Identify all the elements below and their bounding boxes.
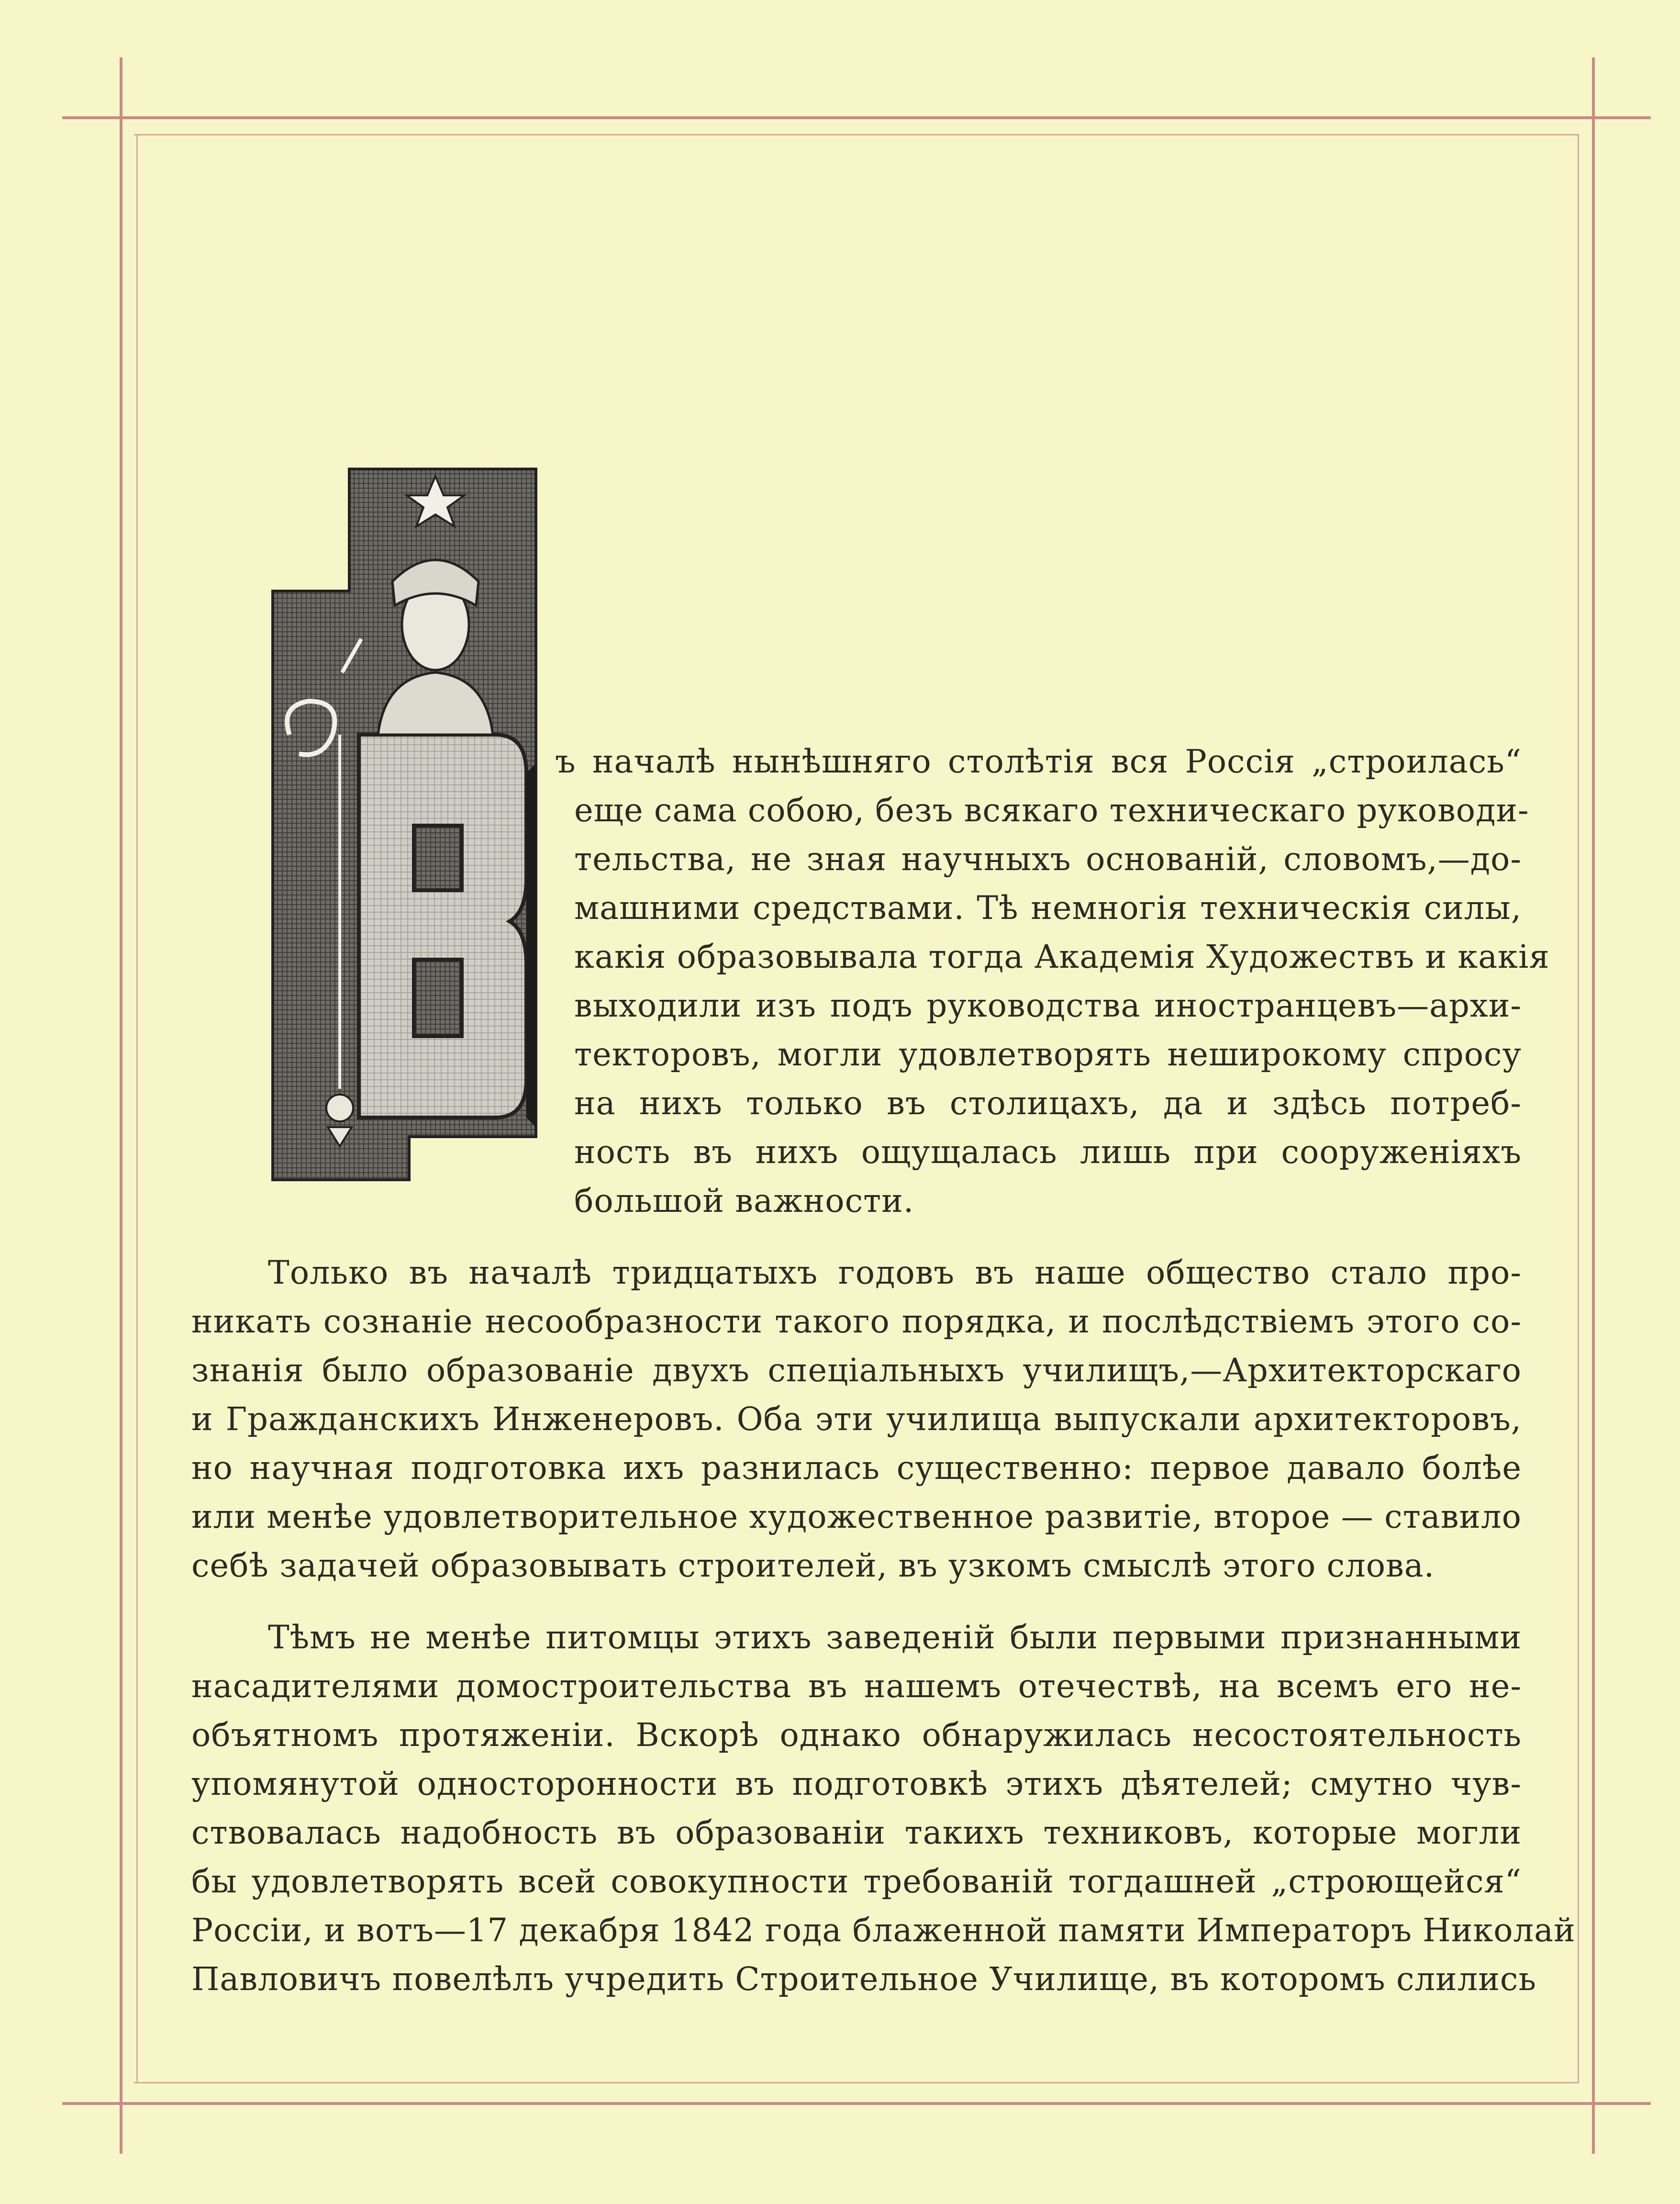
text-line: но научная подготовка ихъ разнилась существенно: первое давало болѣе xyxy=(191,1449,1522,1487)
text-line: машними средствами. Тѣ немногія техническія силы, xyxy=(574,889,1522,927)
text-line: или менѣе удовлетворительное художественное развитіе, второе — ставило xyxy=(191,1498,1522,1535)
text-line: никать сознаніе несообразности такого порядка, и послѣдствіемъ этого со- xyxy=(191,1303,1522,1340)
text-line: ствовалась надобность въ образованіи такихъ техниковъ, которые могли xyxy=(191,1814,1522,1851)
text-line: текторовъ, могли удовлетворять неширокому спросу xyxy=(574,1036,1522,1073)
text-line: какія образовывала тогда Академія Художествъ и какія xyxy=(574,938,1550,975)
text-line: себѣ задачей образовывать строителей, въ узкомъ смыслѣ этого слова. xyxy=(191,1547,1435,1584)
page-text xyxy=(191,737,1576,2003)
text-line: ъ началѣ нынѣшняго столѣтія вся Россія „строилась“ xyxy=(555,743,1522,780)
text-line: упомянутой односторонности въ подготовкѣ этихъ дѣятелей; смутно чув- xyxy=(191,1765,1522,1802)
inner-frame-left xyxy=(136,134,138,2083)
text-line: большой важности. xyxy=(574,1182,914,1219)
frame-right-rule xyxy=(1592,57,1595,2154)
paragraph-3 xyxy=(191,1613,1576,2003)
text-line: на нихъ только въ столицахъ, да и здѣсь потреб- xyxy=(574,1085,1522,1122)
text-line: Россіи, и вотъ—17 декабря 1842 года блаженной памяти Императоръ Николай xyxy=(191,1912,1576,1949)
paragraph-1 xyxy=(555,737,1550,1225)
text-line: Павловичъ повелѣлъ учредить Строительное Училище, въ которомъ слились xyxy=(191,1960,1536,1998)
text-line: Только въ началѣ тридцатыхъ годовъ въ наше общество стало про- xyxy=(268,1254,1522,1291)
text-line: знанія было образованіе двухъ спеціальныхъ училищъ,—Архитекторскаго xyxy=(191,1352,1522,1389)
text-line: бы удовлетворять всей совокупности требованій тогдашней „строющейся“ xyxy=(191,1863,1522,1900)
frame-left-rule xyxy=(120,57,122,2154)
text-line: Тѣмъ не менѣе питомцы этихъ заведеній были первыми признанными xyxy=(268,1619,1522,1656)
inner-frame-bottom xyxy=(134,2082,1579,2083)
inner-frame-right xyxy=(1578,134,1579,2083)
text-line: выходили изъ подъ руководства иностранцевъ—архи- xyxy=(574,987,1522,1024)
text-line: насадителями домостроительства въ нашемъ отечествѣ, на всемъ его не- xyxy=(191,1667,1522,1705)
text-line: объятномъ протяженіи. Вскорѣ однако обнаружилась несостоятельность xyxy=(191,1716,1522,1754)
text-line: и Гражданскихъ Инженеровъ. Оба эти училища выпускали архитекторовъ, xyxy=(191,1400,1522,1438)
inner-frame-top xyxy=(134,134,1579,135)
text-line: еще сама собою, безъ всякаго техническаго руководи- xyxy=(574,792,1529,829)
text-line: тельства, не зная научныхъ основаній, словомъ,—до- xyxy=(574,840,1522,878)
text-line: ность въ нихъ ощущалась лишь при сооруженіяхъ xyxy=(574,1133,1522,1171)
paragraph-2 xyxy=(191,1248,1522,1590)
frame-top-rule xyxy=(62,116,1651,119)
frame-bottom-rule xyxy=(62,2102,1651,2105)
